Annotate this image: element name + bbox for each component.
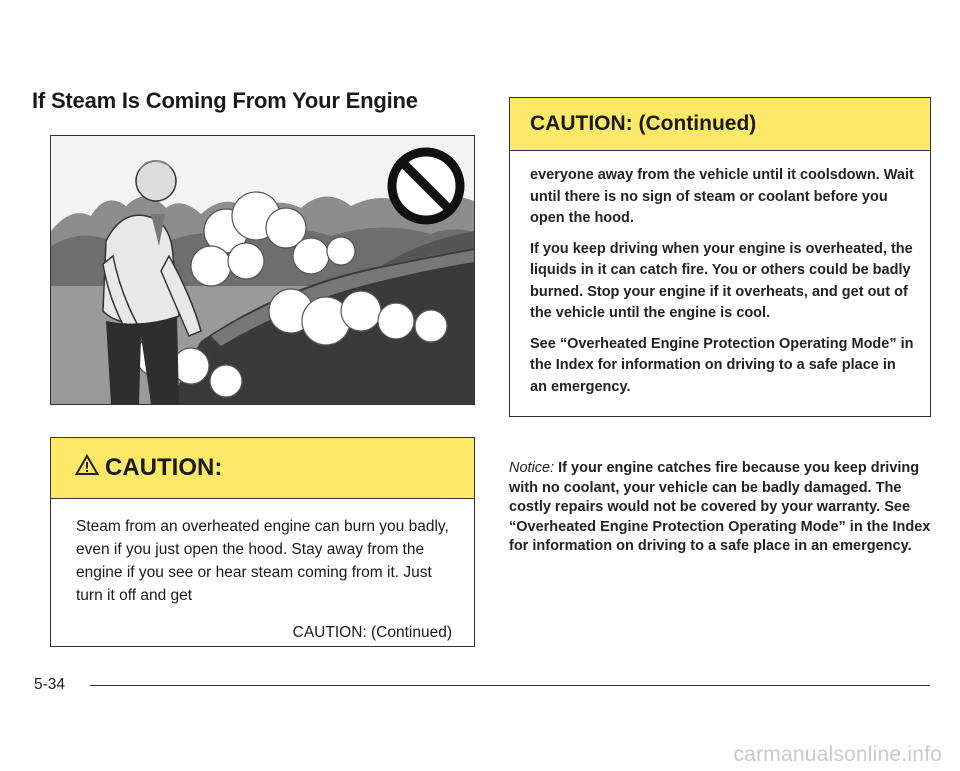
prohibition-icon [392,152,460,220]
caution-paragraph: everyone away from the vehicle until it coolsdown. Wait until there is no sign of steam or coolant before you open the hood. [530,167,914,226]
watermark: carmanualsonline.info [733,743,942,766]
caution-body-text: Steam from an overheated engine can burn you badly, even if you just open the hood. Stay away from the engine if you see or hear steam coming from it. Just turn it off and get [76,518,449,604]
notice-text: If your engine catches fire because you keep driving with no coolant, your vehicle can be badly damaged. The costly repairs would not be covered by your warranty. See “Overheated Engine Protection Operating Mode” in the Index for information on driving to a safe place in an emergency. [509,460,931,554]
caution-paragraph: See “Overheated Engine Protection Operating Mode” in the Index for information on driving to a safe place in an emergency. [530,335,914,395]
notice-label: Notice: [509,460,555,476]
caution-continued-box [509,97,931,417]
caution-heading: CAUTION: [105,454,223,481]
page-number: 5-34 [34,676,66,693]
notice-paragraph [509,459,934,557]
warning-triangle-icon [75,454,99,483]
caution-continued-label: CAUTION: (Continued) [292,624,452,641]
caution-continued-heading: CAUTION: (Continued) [510,98,930,151]
steam-engine-illustration [50,135,475,405]
footer-rule [90,685,930,686]
page-title: If Steam Is Coming From Your Engine [32,88,418,113]
caution-box [50,437,475,647]
caution-paragraph: If you keep driving when your engine is overheated, the liquids in it can catch fire. You or others could be badly burned. Stop your engine if it overheats, and get out of the vehicle until the engine is cool. [530,240,913,321]
